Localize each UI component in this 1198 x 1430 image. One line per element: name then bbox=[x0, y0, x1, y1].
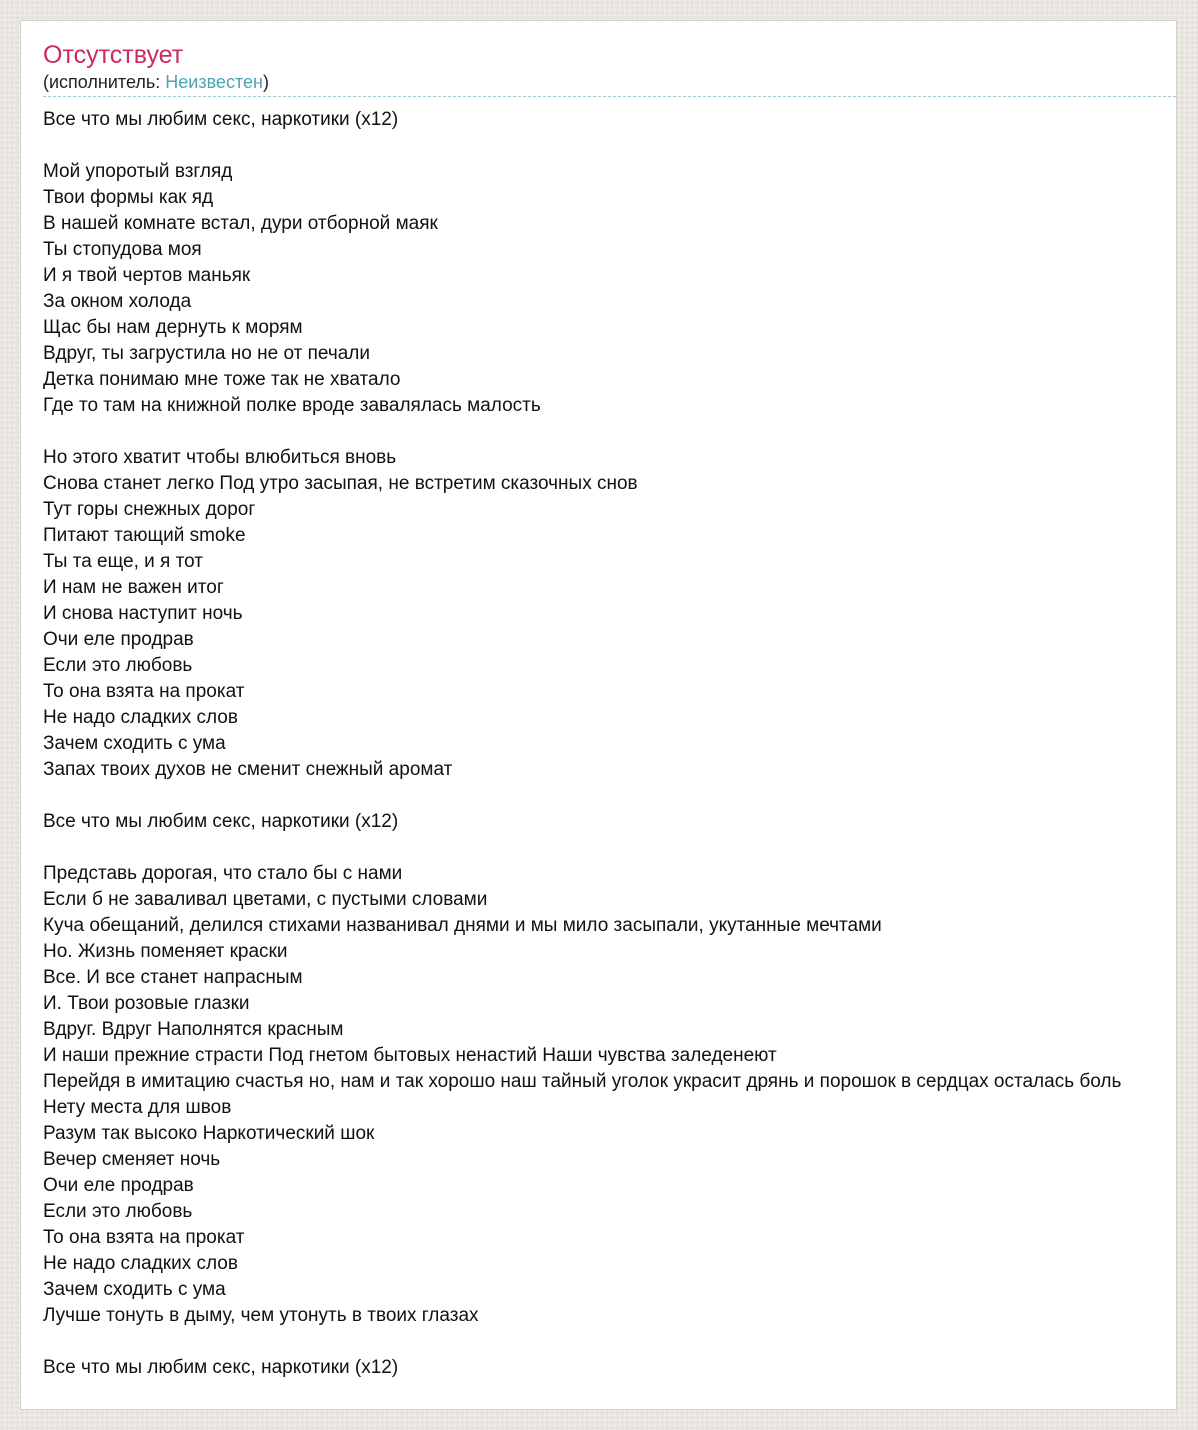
lyric-line: Нету места для швов bbox=[43, 1097, 232, 1118]
lyric-line: Твои формы как яд bbox=[43, 187, 214, 208]
stanza bbox=[43, 107, 1176, 133]
lyric-line: Если это любовь bbox=[43, 655, 193, 676]
lyrics-card bbox=[20, 20, 1177, 1410]
lyric-line: За окном холода bbox=[43, 291, 192, 312]
artist-line bbox=[43, 72, 1176, 97]
lyric-line: Не надо сладких слов bbox=[43, 1253, 238, 1274]
artist-label-suffix: ) bbox=[262, 72, 269, 92]
lyric-line: И. Твои розовые глазки bbox=[43, 993, 250, 1014]
lyric-line: Вдруг. Вдруг Наполнятся красным bbox=[43, 1019, 344, 1040]
artist-label: (исполнитель: bbox=[43, 72, 166, 92]
stanza bbox=[43, 861, 1176, 1329]
lyric-line: Если б не заваливал цветами, с пустыми словами bbox=[43, 889, 488, 910]
lyric-line: То она взята на прокат bbox=[43, 681, 245, 702]
artist-link[interactable]: Неизвестен bbox=[165, 72, 263, 92]
lyric-line: Все что мы любим секс, наркотики (x12) bbox=[43, 1357, 399, 1378]
lyric-line: Запах твоих духов не сменит снежный аромат bbox=[43, 759, 453, 780]
lyric-line: Зачем сходить с ума bbox=[43, 1279, 226, 1300]
lyric-line: Щас бы нам дернуть к морям bbox=[43, 317, 303, 338]
lyric-line: Лучше тонуть в дыму, чем утонуть в твоих глазах bbox=[43, 1305, 479, 1326]
lyric-line: Представь дорогая, что стало бы с нами bbox=[43, 863, 403, 884]
stanza bbox=[43, 809, 1176, 835]
lyric-line: Разум так высоко Наркотический шок bbox=[43, 1123, 375, 1144]
lyric-line: И наши прежние страсти Под гнетом бытовых ненастий Наши чувства заледенеют bbox=[43, 1045, 777, 1066]
lyric-line: Где то там на книжной полке вроде завалялась малость bbox=[43, 395, 541, 416]
lyric-line: Вечер сменяет ночь bbox=[43, 1149, 221, 1170]
lyric-line: Очи еле продрав bbox=[43, 629, 194, 650]
lyric-line: Не надо сладких слов bbox=[43, 707, 238, 728]
stanza bbox=[43, 445, 1176, 783]
lyric-line: Но. Жизнь поменяет краски bbox=[43, 941, 288, 962]
lyric-line: И снова наступит ночь bbox=[43, 603, 243, 624]
lyric-line: Все что мы любим секс, наркотики (x12) bbox=[43, 109, 399, 130]
page-title: Отсутствует bbox=[43, 41, 184, 69]
lyric-line: В нашей комнате встал, дури отборной маяк bbox=[43, 213, 438, 234]
lyric-line: Перейдя в имитацию счастья но, нам и так хорошо наш тайный уголок украсит дрянь и порошок в сердцах осталась боль bbox=[43, 1071, 1122, 1092]
lyric-line: Вдруг, ты загрустила но не от печали bbox=[43, 343, 370, 364]
stanza bbox=[43, 159, 1176, 419]
lyric-line: Ты стопудова моя bbox=[43, 239, 202, 260]
lyric-line: И нам не важен итог bbox=[43, 577, 224, 598]
lyric-line: Тут горы снежных дорог bbox=[43, 499, 256, 520]
lyric-line: Зачем сходить с ума bbox=[43, 733, 226, 754]
lyric-line: То она взята на прокат bbox=[43, 1227, 245, 1248]
lyric-line: Куча обещаний, делился стихами названивал днями и мы мило засыпали, укутанные мечтами bbox=[43, 915, 882, 936]
lyric-line: Ты та еще, и я тот bbox=[43, 551, 203, 572]
lyric-line: Питают тающий smoke bbox=[43, 525, 246, 546]
lyric-line: И я твой чертов маньяк bbox=[43, 265, 251, 286]
lyric-line: Но этого хватит чтобы влюбиться вновь bbox=[43, 447, 397, 468]
lyric-line: Все. И все станет напрасным bbox=[43, 967, 303, 988]
lyric-line: Мой упоротый взгляд bbox=[43, 161, 233, 182]
lyric-line: Снова станет легко Под утро засыпая, не встретим сказочных снов bbox=[43, 473, 638, 494]
lyric-line: Если это любовь bbox=[43, 1201, 193, 1222]
lyric-line: Все что мы любим секс, наркотики (x12) bbox=[43, 811, 399, 832]
lyric-line: Очи еле продрав bbox=[43, 1175, 194, 1196]
lyrics bbox=[43, 107, 1176, 1381]
lyric-line: Детка понимаю мне тоже так не хватало bbox=[43, 369, 401, 390]
stanza bbox=[43, 1355, 1176, 1381]
